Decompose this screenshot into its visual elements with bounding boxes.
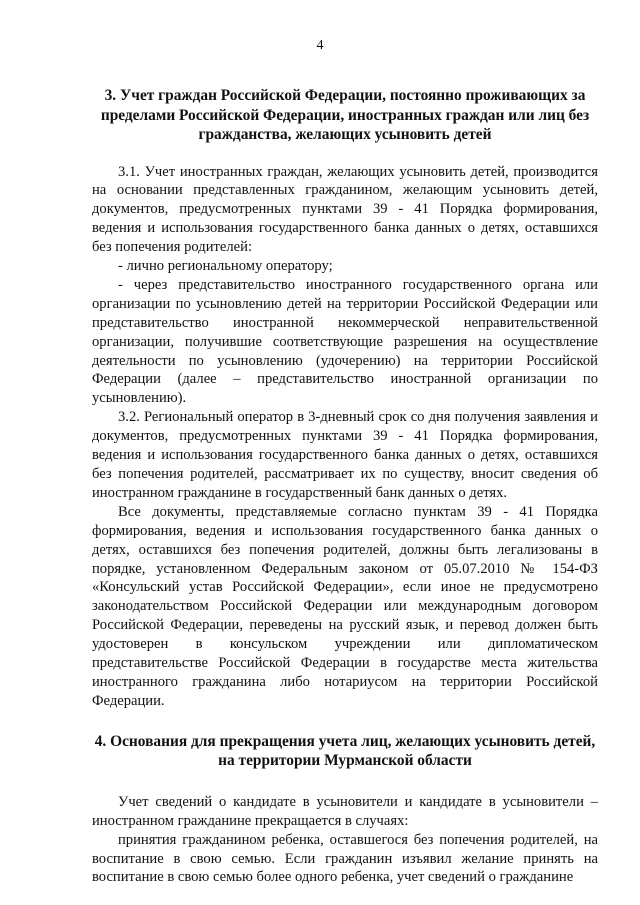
list-item-personally: - лично региональному оператору; xyxy=(118,258,333,275)
page-number: 4 xyxy=(316,38,324,53)
section-4-title xyxy=(92,732,598,771)
paragraph-termination-case: принятия гражданином ребенка, оставшегося без попечения родителей, на воспитание в свою семью. Если гражданин изъявил желание принять на воспитание в свою семью более одного ребенка, учет сведений о гражданине xyxy=(92,831,598,886)
section-4-title-line: на территории Мурманской области xyxy=(218,752,472,770)
paragraph-3-1: 3.1. Учет иностранных граждан, желающих усыновить детей, производится на основании представленных гражданином, желающим усыновить детей, документов, предусмотренных пунктами 39 - 41 Порядка формирования, ведения и использования государственного банка данных о детях, оставшихся без попечения родителей: xyxy=(92,163,598,256)
paragraph-termination-intro: Учет сведений о кандидате в усыновители и кандидате в усыновители – иностранном гражданине прекращается в случаях: xyxy=(92,793,598,829)
section-3-title-line: гражданства, желающих усыновить детей xyxy=(198,126,492,143)
document-body xyxy=(92,86,598,887)
section-3-title-line: 3. Учет граждан Российской Федерации, постоянно проживающих за xyxy=(104,87,586,104)
section-3-title xyxy=(92,86,598,145)
section-4-title-line: 4. Основания для прекращения учета лиц, желающих усыновить детей, xyxy=(94,732,596,750)
section-3-title-line: пределами Российской Федерации, иностранных граждан или лиц без xyxy=(100,106,590,124)
list-item-representative: - через представительство иностранного государственного органа или организации по усыновлению детей на территории Российской Федерации или представительство иностранной некоммерческой неправительственной организации, получившие соответствующие разрешения на осуществление деятельности по усыновлению (удочерению) на территории Российской Федерации (далее – представительство иностранной организации по усыновлению). xyxy=(92,276,598,407)
paragraph-3-2: 3.2. Региональный оператор в 3-дневный срок со дня получения заявления и документов, предусмотренных пунктами 39 - 41 Порядка формирования, ведения и использования государственного банка данных о детях, оставшихся без попечения родителей, рассматривает их по существу, вносит сведения об иностранном гражданине в государственный банк данных о детях. xyxy=(92,409,598,501)
paragraph-documents-legalization: Все документы, представляемые согласно пунктам 39 - 41 Порядка формирования, ведения и использования государственного банка данных о детях, оставшихся без попечения родителей, должны быть легализованы в порядке, установленном Федеральным законом от 05.07.2010 № 154-ФЗ «Консульский устав Российской Федерации», если иное не предусмотрено законодательством Российской Федерации или международным договором Российской Федерации, переведены на русский язык, и перевод должен быть удостоверен в консульском учреждении или дипломатическом представительстве Российской Федерации в государстве места жительства иностранного гражданина либо нотариусом на территории Российской Федерации. xyxy=(92,503,598,709)
